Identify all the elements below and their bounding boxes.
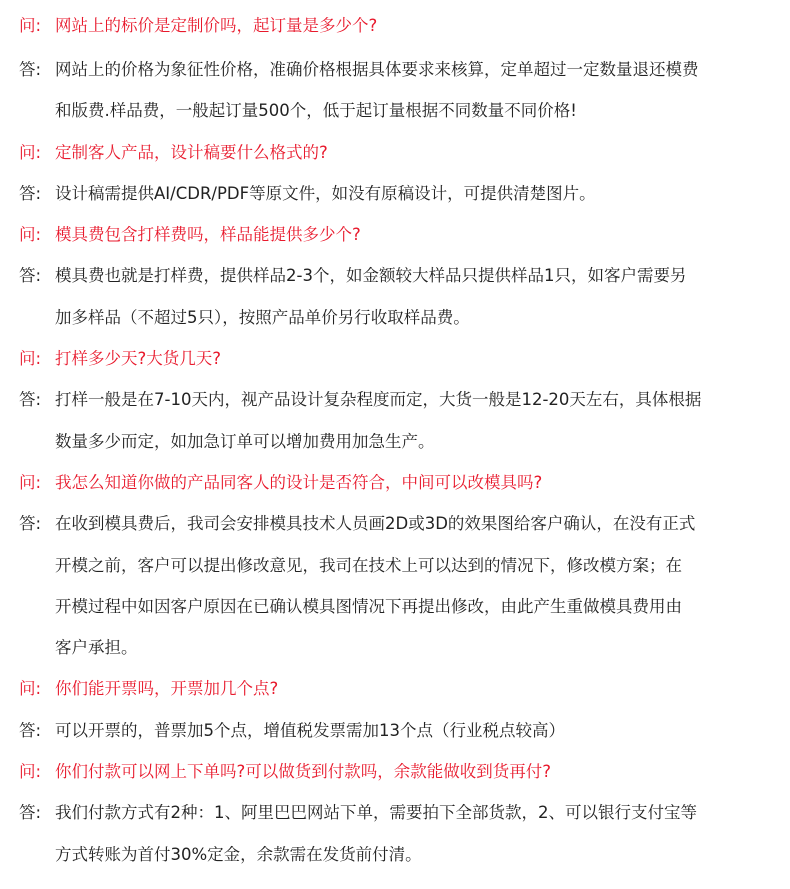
question-text: 你们付款可以网上下单吗?可以做货到付款吗，余款能做收到货再付? <box>55 762 552 781</box>
answer-text: 设计稿需提供AI/CDR/PDF等原文件，如没有原稿设计，可提供清楚图片。 <box>55 184 596 203</box>
question-text: 我怎么知道你做的产品同客人的设计是否符合，中间可以改模具吗? <box>55 473 543 492</box>
answer-text: 和版费.样品费，一般起订量500个，低于起订量根据不同数量不同价格! <box>55 101 577 120</box>
answer-text: 开模之前，客户可以提出修改意见，我司在技术上可以达到的情况下，修改模方案；在 <box>55 556 682 575</box>
answer-text: 可以开票的，普票加5个点，增值税发票需加13个点（行业税点较高） <box>55 721 565 740</box>
question-label: 问: <box>19 679 42 698</box>
question-text: 网站上的标价是定制价吗，起订量是多少个? <box>55 16 378 35</box>
question-label: 问: <box>19 143 42 162</box>
answer-text: 方式转账为首付30%定金，余款需在发货前付清。 <box>55 845 422 864</box>
answer-text: 开模过程中如因客户原因在已确认模具图情况下再提出修改，由此产生重做模具费用由 <box>55 597 682 616</box>
answer-text: 客户承担。 <box>55 638 138 657</box>
question-label: 问: <box>19 16 42 35</box>
answer-label: 答: <box>19 514 42 533</box>
question-text: 模具费包含打样费吗，样品能提供多少个? <box>55 225 361 244</box>
question-label: 问: <box>19 762 42 781</box>
answer-label: 答: <box>19 803 42 822</box>
question-label: 问: <box>19 349 42 368</box>
answer-label: 答: <box>19 60 42 79</box>
answer-label: 答: <box>19 184 42 203</box>
answer-label: 答: <box>19 266 42 285</box>
question-text: 打样多少天?大货几天? <box>55 349 222 368</box>
question-label: 问: <box>19 225 42 244</box>
question-text: 你们能开票吗，开票加几个点? <box>55 679 279 698</box>
answer-text: 加多样品（不超过5只），按照产品单价另行收取样品费。 <box>55 308 470 327</box>
answer-label: 答: <box>19 390 42 409</box>
answer-text: 数量多少而定，如加急订单可以增加费用加急生产。 <box>55 432 435 451</box>
answer-label: 答: <box>19 721 42 740</box>
answer-text: 模具费也就是打样费，提供样品2-3个，如金额较大样品只提供样品1只，如客户需要另 <box>55 266 687 285</box>
answer-text: 打样一般是在7-10天内，视产品设计复杂程度而定，大货一般是12-20天左右，具体根据 <box>55 390 702 409</box>
answer-text: 我们付款方式有2种：1、阿里巴巴网站下单，需要拍下全部货款，2、可以银行支付宝等 <box>55 803 697 822</box>
question-label: 问: <box>19 473 42 492</box>
question-text: 定制客人产品，设计稿要什么格式的? <box>55 143 328 162</box>
answer-text: 在收到模具费后，我司会安排模具技术人员画2D或3D的效果图给客户确认，在没有正式 <box>55 514 696 533</box>
answer-text: 网站上的价格为象征性价格，准确价格根据具体要求来核算，定单超过一定数量退还模费 <box>55 60 699 79</box>
